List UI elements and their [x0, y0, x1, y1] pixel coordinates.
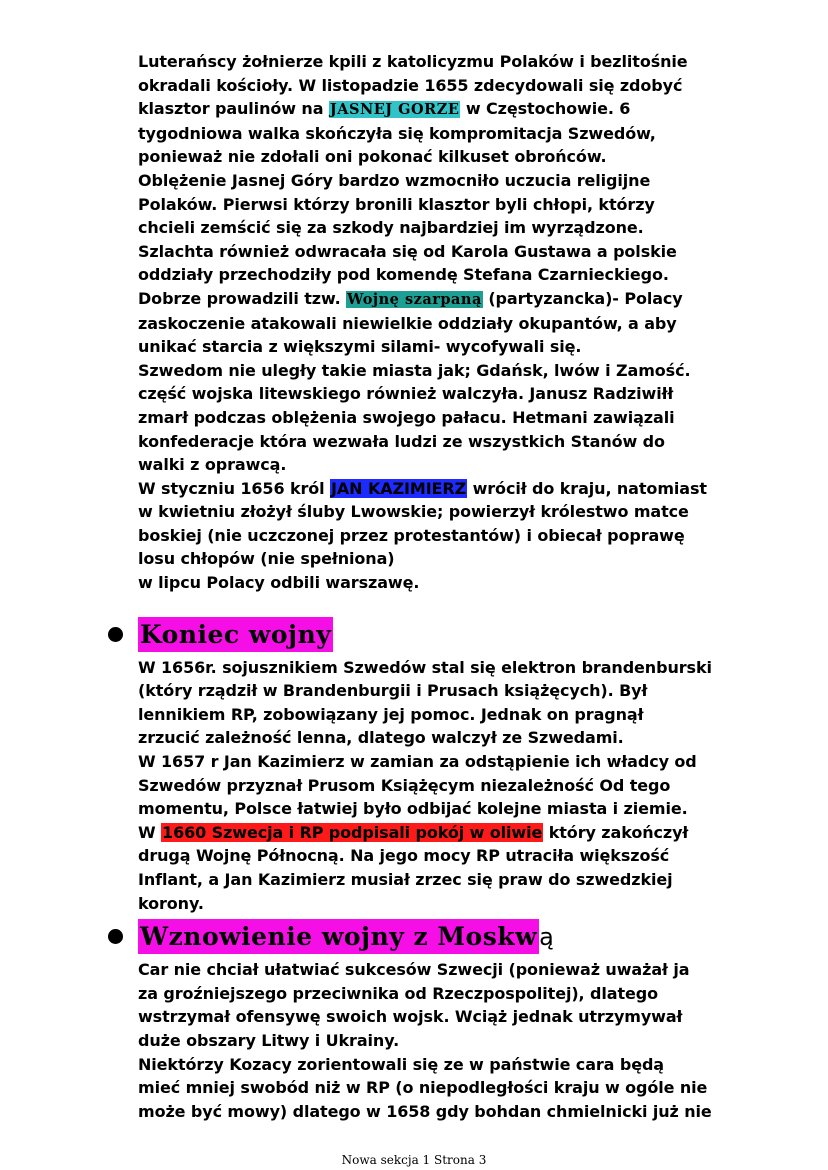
text-line: losu chłopów (nie spełniona) [138, 549, 395, 569]
text-line: część wojska litewskiego również walczyła. Janusz Radziwiłł [138, 384, 674, 404]
heading-text: Wznowienie wojny z Moskw [138, 919, 539, 954]
text-line: (który rządził w Brandenburgii i Prusach książęcych). Był [138, 681, 648, 701]
heading-text-tail: ą [539, 923, 554, 952]
text-line: może być mowy) dlatego w 1658 gdy bohdan chmielnicki już nie [138, 1101, 712, 1121]
text-line: zmarł podczas oblężenia swojego pałacu. Hetmani zawiązali [138, 407, 675, 427]
text-fragment: wrócił do kraju, natomiast [467, 478, 707, 498]
text-line: chcieli zemścić się za szkody najbardziej im wyrządzone. [138, 218, 644, 238]
text-fragment: który zakończył [543, 822, 689, 842]
text-fragment: w Częstochowie. 6 [460, 99, 631, 119]
highlight-wojna-szarpana: Wojnę szarpaną [347, 290, 482, 308]
text-line: momentu, Polsce łatwiej było odbijać kolejne miasta i ziemie. [138, 799, 688, 819]
text-fragment: W styczniu 1656 król [138, 478, 331, 498]
text-line: Niektórzy Kozacy zorientowali się ze w państwie cara będą [138, 1054, 665, 1074]
text-fragment: W [138, 822, 162, 842]
text-line: Oblężenie Jasnej Góry bardzo wzmocniło uczucia religijne [138, 170, 651, 190]
heading-wznowienie-wojny [138, 919, 778, 956]
text-line [138, 821, 778, 845]
text-line: wstrzymał ofensywę swoich wojsk. Wciąż jednak utrzymywał [138, 1007, 683, 1027]
text-line: zaskoczenie atakowali niewielkie oddziały okupantów, a aby [138, 313, 677, 333]
highlight-jasna-gora: JASNEJ GORZE [329, 101, 460, 119]
text-line: W 1657 r Jan Kazimierz w zamian za odstąpienie ich władcy od [138, 752, 697, 772]
text-line: unikać starcia z większymi silami- wycofywali się. [138, 337, 582, 357]
bullet-icon [108, 929, 123, 944]
text-fragment: (partyzancka)- Polacy [482, 288, 683, 308]
section-end-of-war [138, 656, 778, 916]
heading-koniec-wojny [138, 617, 778, 654]
section-war-with-moscow [138, 958, 778, 1123]
spacer [138, 595, 778, 613]
text-line: duże obszary Litwy i Ukrainy. [138, 1030, 400, 1050]
text-line: Luterańscy żołnierze kpili z katolicyzmu Polaków i bezlitośnie [138, 52, 688, 71]
text-line [138, 287, 778, 312]
text-line: boskiej (nie uczczonej przez protestantów) i obiecał poprawę [138, 525, 685, 545]
bullet-icon [108, 627, 123, 642]
text-line [138, 97, 778, 122]
text-line: drugą Wojnę Północną. Na jego mocy RP utraciła większość [138, 846, 670, 866]
text-line: ponieważ nie zdołali oni pokonać kilkuset obrońców. [138, 147, 607, 167]
text-line: walki z oprawcą. [138, 455, 287, 475]
text-line [138, 477, 778, 501]
text-fragment: klasztor paulinów na [138, 99, 329, 119]
text-line: lennikiem RP, zobowiązany jej pomoc. Jednak on pragnął [138, 704, 644, 724]
text-line: w kwietniu złożył śluby Lwowskie; powierzył królestwo matce [138, 502, 689, 522]
heading-text: Koniec wojny [138, 617, 333, 652]
text-line: Inflant, a Jan Kazimierz musiał zrzec się praw do szwedzkiej [138, 870, 673, 889]
text-line: konfederacje która wezwała ludzi ze wszystkich Stanów do [138, 431, 665, 451]
text-line: korony. [138, 893, 204, 913]
text-line: za groźniejszego przeciwnika od Rzeczpospolitej), dlatego [138, 983, 658, 1003]
section-swedish-deluge [138, 50, 778, 595]
text-line: tygodniowa walka skończyła się kompromitacja Szwedów, [138, 123, 656, 143]
text-line: Polaków. Pierwsi którzy bronili klasztor byli chłopi, którzy [138, 194, 655, 214]
text-fragment: Dobrze prowadzili tzw. [138, 288, 347, 308]
page-content [138, 50, 778, 1123]
text-line: Szwedom nie uległy takie miasta jak; Gdańsk, lwów i Zamość. [138, 360, 691, 380]
text-line: zrzucić zależność lenna, dlatego walczył ze Szwedami. [138, 728, 624, 748]
text-line: w lipcu Polacy odbili warszawę. [138, 573, 420, 593]
highlight-peace-of-oliwa: 1660 Szwecja i RP podpisali pokój w oliwie [162, 822, 543, 842]
text-line: Szlachta również odwracała się od Karola Gustawa a polskie [138, 241, 677, 261]
text-line: W 1656r. sojusznikiem Szwedów stal się elektron brandenburski [138, 657, 712, 677]
text-line: okradali kościoły. W listopadzie 1655 zdecydowali się zdobyć [138, 75, 683, 95]
page-footer: Nowa sekcja 1 Strona 3 [341, 1153, 487, 1167]
text-line: Szwedów przyznał Prusom Książęcym niezależność Od tego [138, 775, 671, 795]
text-line: mieć mniej swobód niż w RP (o niepodległości kraju w ogóle nie [138, 1078, 708, 1098]
text-line: oddziały przechodziły pod komendę Stefana Czarnieckiego. [138, 265, 669, 285]
highlight-jan-kazimierz: JAN KAZIMIERZ [331, 478, 467, 498]
text-line: Car nie chciał ułatwiać sukcesów Szwecji (ponieważ uważał ja [138, 960, 690, 980]
